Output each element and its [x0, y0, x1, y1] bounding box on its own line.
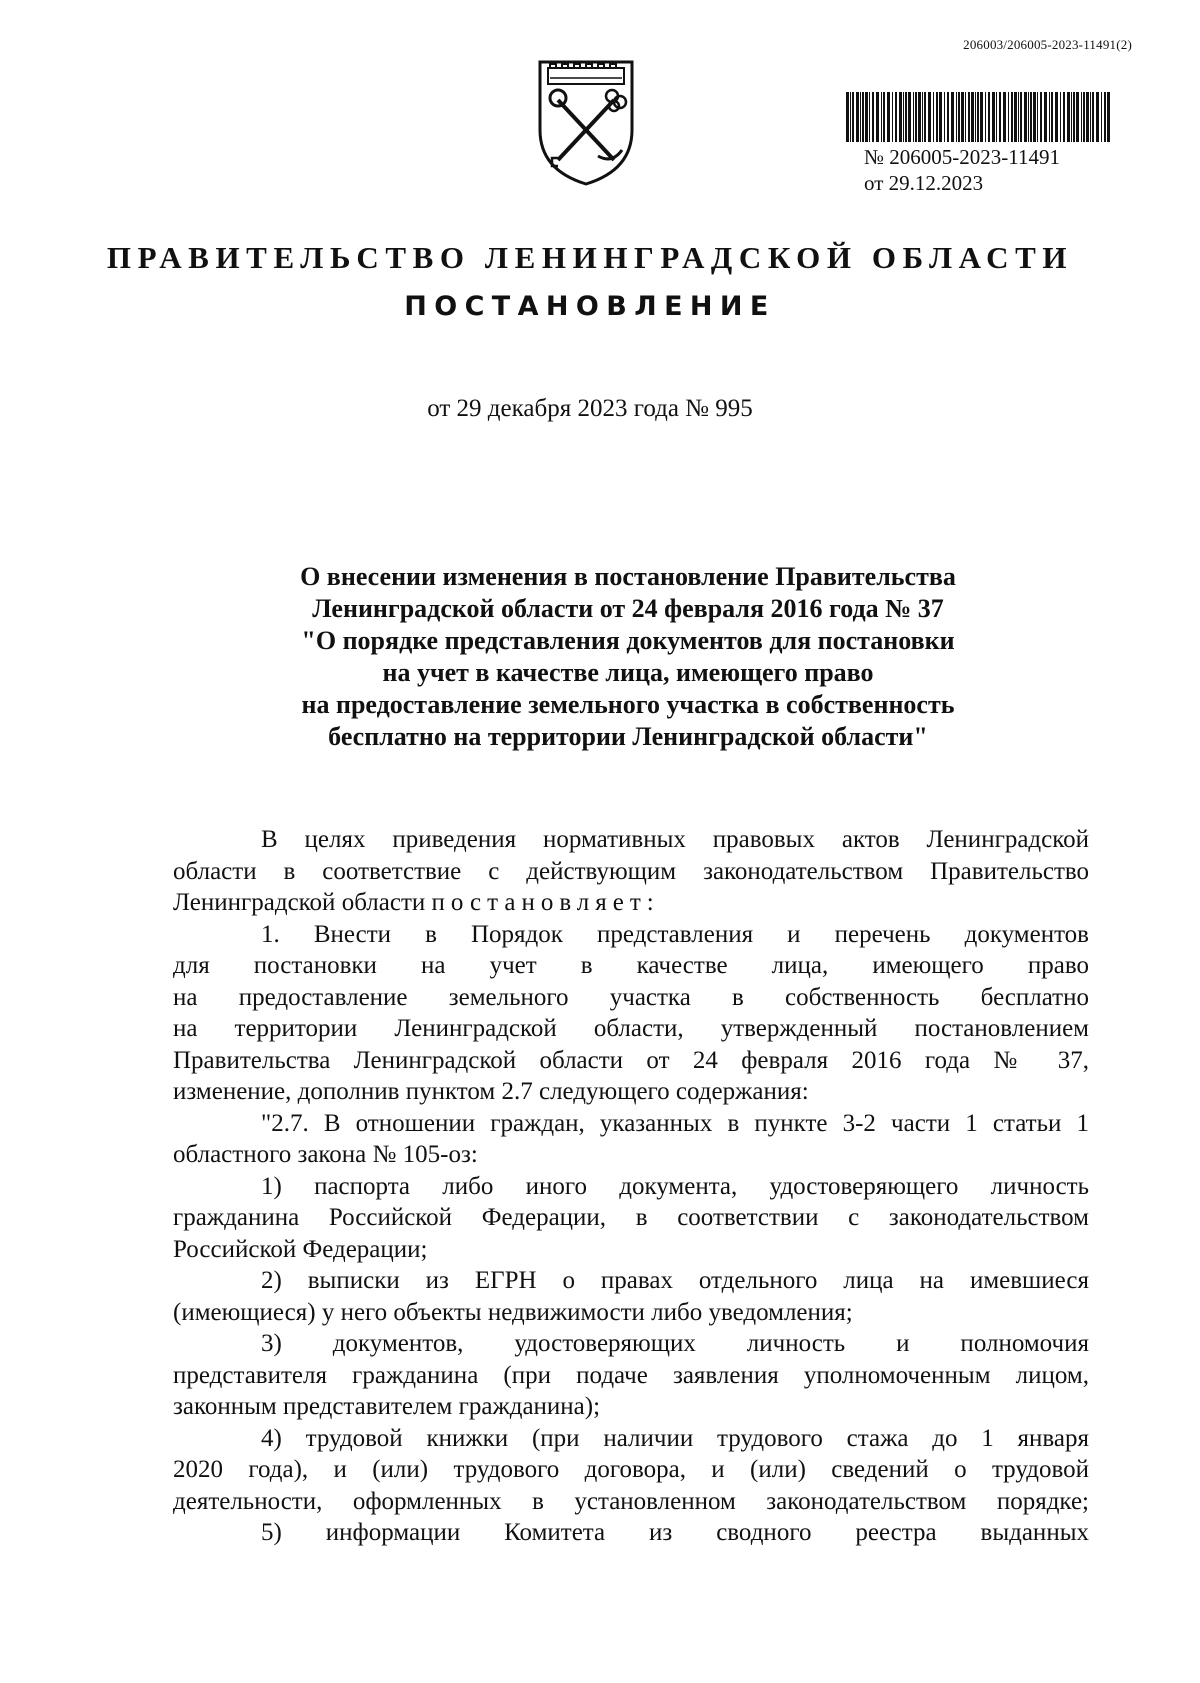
barcode-bar [918, 92, 921, 142]
body-line: Правительства Ленинградской области от 24 февраля 2016 года № 37, [173, 1046, 1089, 1074]
body-line: представителя гражданина (при подаче заявления уполномоченным лицом, [173, 1361, 1089, 1389]
barcode-bar [860, 92, 861, 142]
document-code: 206003/206005-2023-11491(2) [963, 37, 1132, 52]
barcode-bar [988, 92, 990, 142]
barcode-bar [1071, 92, 1072, 142]
barcode-bar [1011, 92, 1013, 142]
barcode-bar [1076, 92, 1079, 142]
barcode-bar [968, 92, 970, 142]
barcode-bar [965, 92, 966, 142]
body-line: 4) трудовой книжки (при наличии трудового стажа до 1 января [261, 1424, 1089, 1452]
body-line: Российской Федерации; [173, 1235, 428, 1263]
barcode-bar [1086, 92, 1089, 142]
subject-line: бесплатно на территории Ленинградской области" [328, 722, 928, 751]
body-line: на предоставление земельного участка в собственность бесплатно [173, 983, 1089, 1011]
barcode-bar [1107, 92, 1110, 142]
barcode-bar [899, 92, 902, 142]
registration-number: № 206005-2023-11491 [864, 145, 1060, 169]
barcode-bar [903, 92, 904, 142]
resolution-word: постановляет: [431, 889, 660, 916]
barcode-bar [887, 92, 890, 142]
barcode-bar [924, 92, 926, 142]
barcode-bar [856, 92, 859, 142]
barcode-bar [850, 92, 851, 142]
barcode-bar [1008, 92, 1009, 142]
barcode-bar [895, 92, 897, 142]
barcode-bar [1033, 92, 1036, 142]
barcode-bar [1018, 92, 1019, 142]
subject-line: на предоставление земельного участка в собственность [301, 690, 955, 719]
body-line: законным представителем гражданина); [173, 1393, 601, 1420]
barcode-bar [1060, 92, 1061, 142]
body-line: 3) документов, удостоверяющих личность и полномочия [261, 1330, 1089, 1357]
barcode-bar [1067, 92, 1070, 142]
barcode-bar [980, 92, 983, 142]
barcode-bar [852, 92, 854, 142]
body-line: 2020 года), и (или) трудового договора, и (или) сведений о трудовой [173, 1456, 1089, 1483]
barcode-bar [1055, 92, 1058, 142]
barcode-bar [996, 92, 997, 142]
barcode-bar [876, 92, 879, 142]
barcode-bar [977, 92, 979, 142]
barcode-bar [1020, 92, 1022, 142]
subject-line: О внесении изменения в постановление Правительства [300, 562, 956, 591]
barcode-bar [905, 92, 907, 142]
barcode-bar [913, 92, 914, 142]
barcode-bar [1063, 92, 1065, 142]
body-line: изменение, дополнив пунктом 2.7 следующего содержания: [173, 1078, 809, 1105]
body-line: областного закона № 105-оз: [173, 1141, 478, 1168]
barcode-image [846, 92, 1112, 142]
barcode-bar [928, 92, 931, 142]
body-line: 1) паспорта либо иного документа, удостоверяющего личность [261, 1172, 1089, 1200]
barcode-bar [1092, 92, 1094, 142]
barcode-bar [892, 92, 893, 142]
barcode-bar [865, 92, 868, 142]
barcode-bar [869, 92, 870, 142]
barcode-bar [881, 92, 882, 142]
registration-date: от 29.12.2023 [864, 171, 984, 195]
body-line: на территории Ленинградской области, утвержденный постановлением [173, 1015, 1089, 1042]
barcode-bar [1096, 92, 1099, 142]
barcode-bar [956, 92, 957, 142]
document-date-line: от 29 декабря 2023 года № 995 [427, 395, 753, 422]
body-text: Ленинградской области [173, 889, 432, 916]
organization-title: ПРАВИТЕЛЬСТВО ЛЕНИНГРАДСКОЙ ОБЛАСТИ [106, 240, 1074, 275]
subject-line: Ленинградской области от 24 февраля 2016 года № 37 [312, 594, 944, 623]
barcode-bar [961, 92, 964, 142]
barcode-bar [908, 92, 911, 142]
body-line: 2) выписки из ЕГРН о правах отдельного лица на имевшиеся [261, 1267, 1089, 1294]
barcode-bar [1049, 92, 1050, 142]
body-line: деятельности, оформленных в установленном законодательством порядке; [173, 1487, 1089, 1515]
subject-line: на учет в качестве лица, имеющего право [382, 658, 874, 687]
barcode-bar [992, 92, 995, 142]
coat-of-arms-icon [528, 52, 644, 190]
barcode-bar [922, 92, 923, 142]
barcode-bar [1030, 92, 1032, 142]
barcode-bar [936, 92, 938, 142]
barcode-bar [1081, 92, 1082, 142]
barcode-bar [1040, 92, 1042, 142]
barcode-bar [999, 92, 1001, 142]
document-body [173, 824, 1089, 1549]
document-type-title: ПОСТАНОВЛЕНИЕ [404, 291, 776, 322]
barcode-bar [1003, 92, 1006, 142]
body-line: 1. Внести в Порядок представления и перечень документов [261, 920, 1089, 948]
barcode-bar [947, 92, 949, 142]
barcode-bar [933, 92, 934, 142]
barcode-bar [944, 92, 945, 142]
barcode-bar [915, 92, 917, 142]
body-line: гражданина Российской Федерации, в соответствии с законодательством [173, 1204, 1089, 1231]
barcode-bar [939, 92, 942, 142]
barcode-bar [951, 92, 954, 142]
body-line: для постановки на учет в качестве лица, имеющего право [173, 952, 1089, 979]
barcode-bar [1037, 92, 1038, 142]
barcode-bar [1024, 92, 1027, 142]
body-line: 5) информации Комитета из сводного реестра выданных [261, 1519, 1089, 1546]
body-line [173, 887, 1089, 919]
barcode-bar [872, 92, 874, 142]
barcode-bar [846, 92, 849, 142]
body-line: области в соответствие с действующим законодательством Правительство [173, 857, 1089, 885]
barcode-bar [1073, 92, 1075, 142]
barcode-bar [971, 92, 974, 142]
barcode-bar [1028, 92, 1029, 142]
barcode-bar [1083, 92, 1085, 142]
barcode-bar [1104, 92, 1106, 142]
barcode-bar [958, 92, 960, 142]
body-line: (имеющиеся) у него объекты недвижимости либо уведомления; [173, 1298, 853, 1326]
body-line: "2.7. В отношении граждан, указанных в пункте 3-2 части 1 статьи 1 [261, 1109, 1089, 1137]
subject-line: "О порядке представления документов для постановки [301, 626, 955, 655]
barcode-bar [1090, 92, 1091, 142]
barcode-bar [985, 92, 986, 142]
barcode-bar [883, 92, 885, 142]
barcode-bar [862, 92, 864, 142]
document-subject [160, 561, 1096, 753]
barcode-bar [975, 92, 976, 142]
barcode-bar [1051, 92, 1053, 142]
registration-block [864, 144, 1060, 196]
barcode-bar [1101, 92, 1102, 142]
body-line: В целях приведения нормативных правовых актов Ленинградской [261, 826, 1089, 853]
barcode-bar [1044, 92, 1047, 142]
barcode-bar [1014, 92, 1017, 142]
